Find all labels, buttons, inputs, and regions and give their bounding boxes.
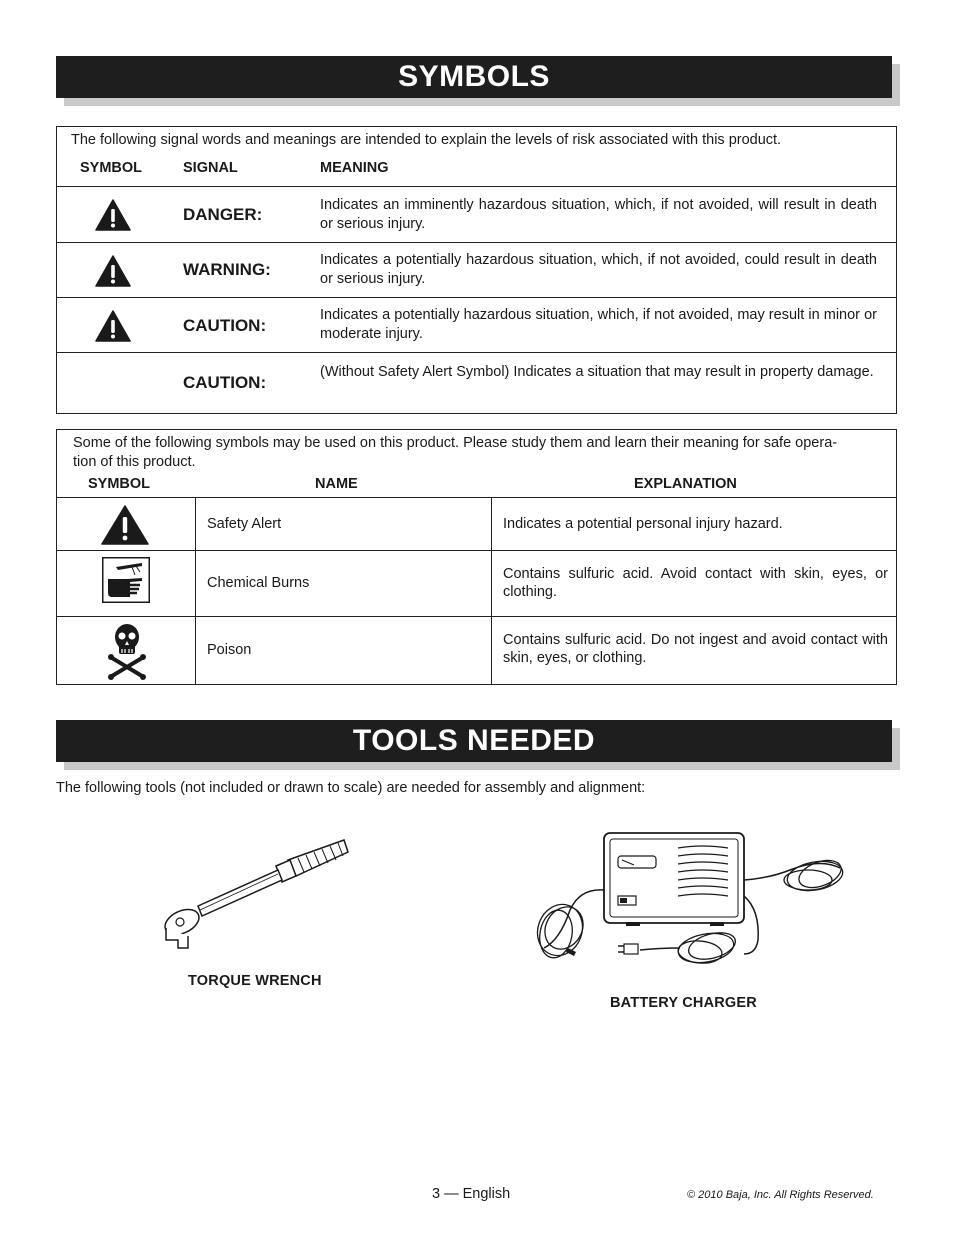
- copyright: © 2010 Baja, Inc. All Rights Reserved.: [687, 1189, 874, 1201]
- symbols-title: SYMBOLS: [56, 56, 892, 98]
- symbol-name: Chemical Burns: [207, 575, 310, 591]
- symbol-name: Safety Alert: [207, 516, 282, 532]
- signal-meaning: Indicates a potentially hazardous situation, which, if not avoided, may result in minor or moderate injury.: [320, 307, 877, 342]
- symbol-table-intro-line: tion of this product.: [73, 454, 196, 470]
- symbol-explanation: Contains sulfuric acid. Avoid contact with skin, eyes, or clothing.: [503, 566, 888, 600]
- torque-wrench-icon: [158, 836, 350, 954]
- header-signal: SIGNAL: [183, 160, 238, 176]
- safety-alert-triangle-icon: [95, 255, 131, 287]
- safety-alert-triangle-icon: [95, 310, 131, 342]
- signal-label: DANGER:: [183, 205, 263, 224]
- symbol-row-safety-alert: [57, 497, 896, 551]
- tools-intro: The following tools (not included or drawn to scale) are needed for assembly and alignment:: [56, 780, 646, 796]
- header-symbol: SYMBOL: [80, 160, 143, 176]
- product-symbols-table: [56, 429, 897, 685]
- signal-table-intro: The following signal words and meanings are intended to explain the levels of risk associated with this product.: [71, 132, 782, 148]
- safety-alert-triangle-icon: [101, 505, 149, 545]
- chemical-burns-icon: [102, 557, 150, 603]
- battery-charger-icon: [530, 830, 852, 978]
- signal-row-danger: [57, 186, 896, 243]
- tools-title: TOOLS NEEDED: [56, 720, 892, 762]
- header-name: NAME: [315, 476, 358, 492]
- symbol-table-intro: [73, 434, 885, 472]
- header-symbol: SYMBOL: [88, 476, 151, 492]
- tool-caption: BATTERY CHARGER: [610, 995, 757, 1011]
- skull-crossbones-icon: [107, 622, 147, 680]
- signal-label: WARNING:: [183, 260, 271, 279]
- header-explanation: EXPLANATION: [634, 476, 737, 492]
- symbol-explanation: Indicates a potential personal injury hazard.: [503, 516, 783, 532]
- symbol-explanation: Contains sulfuric acid. Do not ingest and avoid contact with skin, eyes, or clothing.: [503, 632, 888, 666]
- signal-row-caution: [57, 297, 896, 353]
- signal-meaning: Indicates a potentially hazardous situation, which, if not avoided, could result in death or serious injury.: [320, 252, 877, 287]
- signal-label: CAUTION:: [183, 316, 267, 335]
- symbol-row-chemical-burns: [57, 550, 896, 617]
- signal-label: CAUTION:: [183, 373, 267, 392]
- symbol-table-intro-line: Some of the following symbols may be used on this product. Please study them and learn their meaning for safe opera-: [73, 435, 838, 451]
- tools-banner: [56, 720, 892, 762]
- signal-meaning: Indicates an imminently hazardous situation, which, if not avoided, will result in death or serious injury.: [320, 197, 877, 232]
- symbol-row-poison: [57, 616, 896, 684]
- signal-words-table: [56, 126, 897, 414]
- signal-meaning: (Without Safety Alert Symbol) Indicates a situation that may result in property damage.: [320, 364, 874, 380]
- signal-row-caution-property: [57, 352, 896, 413]
- safety-alert-triangle-icon: [95, 199, 131, 231]
- symbols-banner: [56, 56, 892, 98]
- symbol-name: Poison: [207, 642, 252, 658]
- header-meaning: MEANING: [320, 160, 389, 176]
- signal-row-warning: [57, 242, 896, 298]
- page-number: 3 — English: [432, 1186, 511, 1202]
- tool-caption: TORQUE WRENCH: [188, 973, 322, 989]
